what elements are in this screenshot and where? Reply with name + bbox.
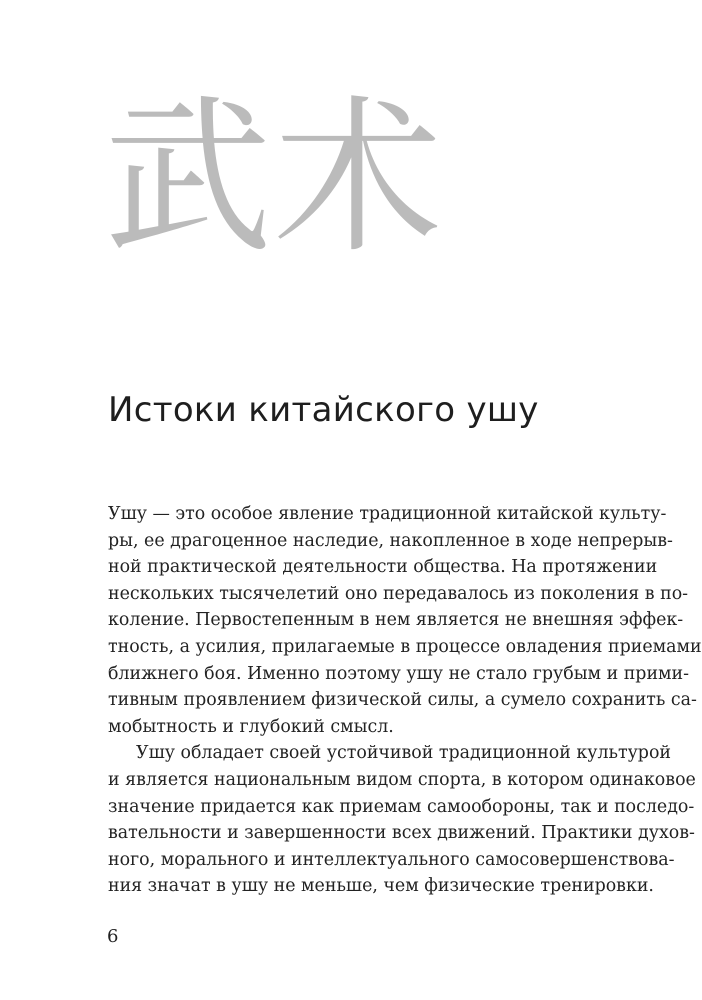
text-line: ния значат в ушу не меньше, чем физические тренировки. [108, 876, 654, 897]
text-line: вательности и завершенности всех движений. Практики духов- [108, 823, 695, 844]
chapter-title: Истоки китайского ушу [108, 390, 539, 430]
text-line: ры, ее драгоценное наследие, накопленное в ходе непрерыв- [108, 530, 673, 551]
text-line: нескольких тысячелетий оно передавалось из поколения в по- [108, 583, 689, 604]
text-line: ного, морального и интеллектуального самосовершенствова- [108, 849, 675, 870]
text-line: Ушу обладает своей устойчивой традиционной культурой [136, 743, 671, 764]
text-line: мобытность и глубокий смысл. [108, 716, 394, 737]
text-line: ной практической деятельности общества. На протяжении [108, 557, 658, 578]
text-line: тность, а усилия, прилагаемые в процессе овладения приемами [108, 636, 702, 657]
text-line: коление. Первостепенным в нем является не внешняя эффек- [108, 610, 684, 631]
paragraph-2 [108, 740, 696, 900]
paragraph-1 [108, 501, 702, 740]
body-text [108, 501, 702, 900]
text-line: Ушу — это особое явление традиционной китайской культу- [108, 504, 667, 524]
text-line: и является национальным видом спорта, в котором одинаковое [108, 769, 696, 790]
chinese-characters-heading: 武术 [104, 80, 444, 276]
page-number: 6 [107, 926, 119, 947]
text-line: ближнего боя. Именно поэтому ушу не стало грубым и прими- [108, 663, 690, 684]
text-line: тивным проявлением физической силы, а сумело сохранить са- [108, 690, 697, 711]
text-line: значение придается как приемам самообороны, так и последо- [108, 796, 695, 817]
